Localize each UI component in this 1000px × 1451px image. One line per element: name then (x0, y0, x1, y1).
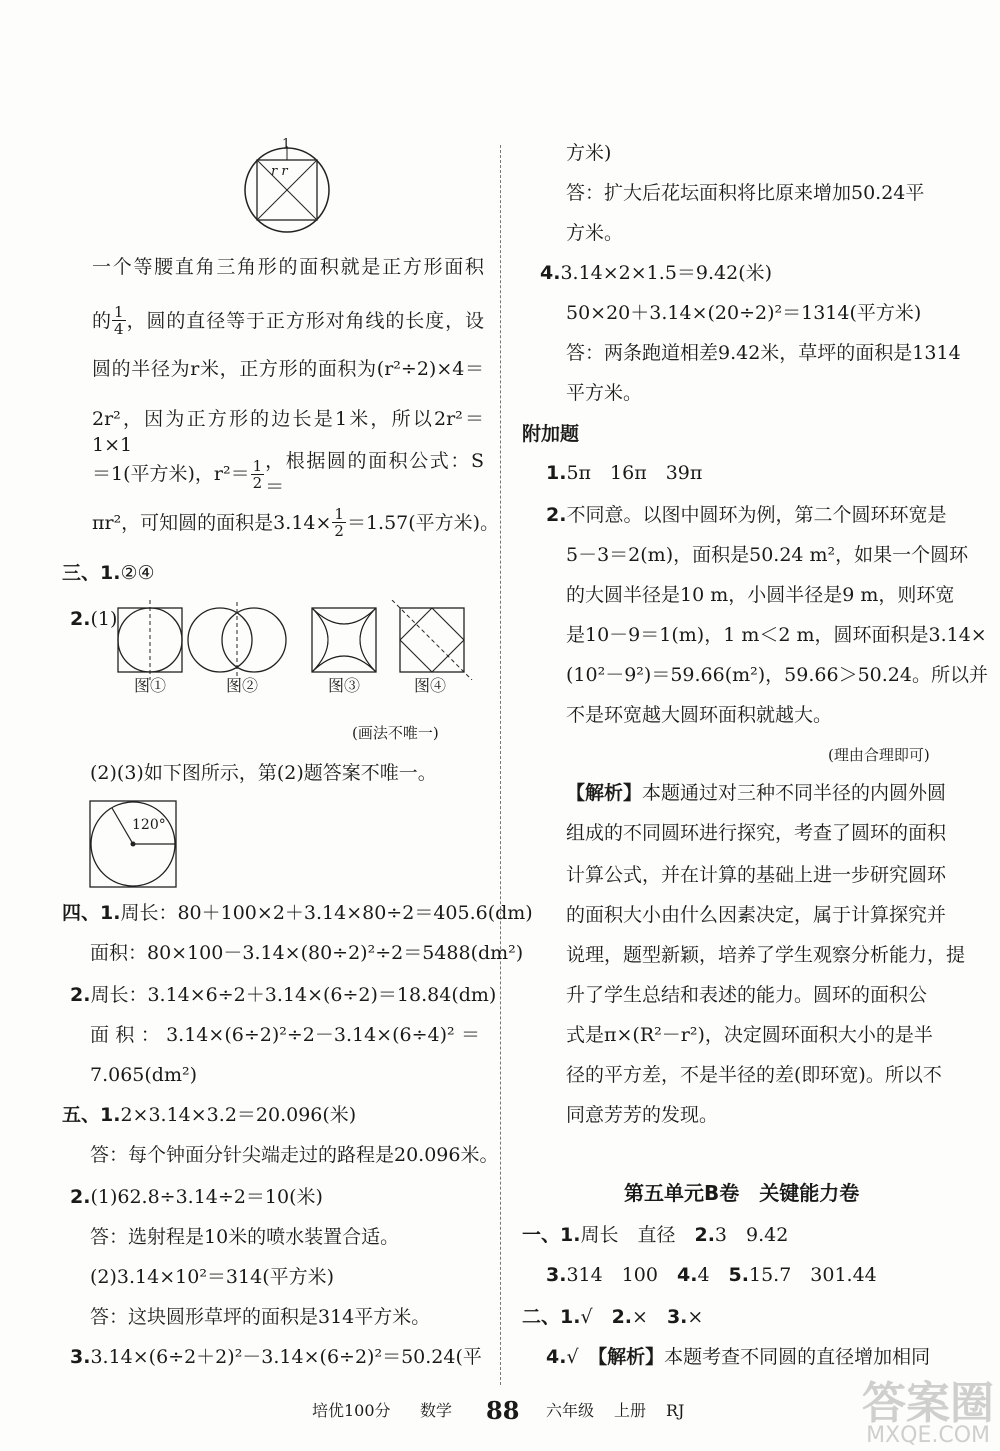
fig1-label: 1 (282, 137, 291, 152)
section-4-q1 (62, 900, 533, 926)
text-line-frac (92, 304, 484, 337)
page-number: 88 (486, 1396, 520, 1425)
answer-line: 答：每个钟面分针尖端走过的路程是20.096米。 (90, 1144, 499, 1166)
answer-line: 平方米。 (566, 382, 643, 404)
analysis-line: 同意芳芳的发现。 (566, 1104, 719, 1126)
answer: √ (580, 1306, 612, 1328)
section-3-q1 (62, 560, 155, 586)
section-5-q1 (62, 1102, 356, 1128)
figure-label: 图① (133, 676, 166, 695)
note: (理由合理即可) (828, 746, 930, 764)
answer-line: 答：两条跑道相差9.42米，草坪的面积是1314 (566, 342, 961, 364)
fig1-radius-label: r r (271, 164, 288, 179)
note: (画法不唯一) (352, 724, 439, 742)
analysis-text: 本题考查不同圆的直径增加相同 (664, 1346, 931, 1368)
section-title: 附加题 (522, 423, 580, 445)
question-number: 2. (546, 504, 567, 526)
answer: √ (566, 1346, 598, 1368)
question-number: 一、1. (522, 1224, 581, 1246)
answer: ②④ (120, 562, 155, 584)
part-1-answers (546, 1262, 877, 1288)
answer-line: 不是环宽越大圆环面积就越大。 (566, 704, 833, 726)
answer-figures (114, 600, 474, 680)
figure-label: 图③ (327, 676, 360, 695)
answer: × (687, 1306, 704, 1328)
fraction-1-2 (332, 506, 346, 539)
section-4-q2 (70, 982, 496, 1008)
question-number: 5. (728, 1264, 749, 1286)
question-number: 2. (70, 1186, 91, 1208)
footer-volume: 上册 (614, 1401, 647, 1420)
analysis-line (566, 780, 946, 806)
answer: 15.7 301.44 (748, 1264, 877, 1286)
text-pre: 的 (92, 309, 112, 332)
answer-line: 不同意。以图中圆环为例，第二个圆环环宽是 (566, 504, 947, 526)
question-number: 1. (546, 462, 567, 484)
question-number: 4. (546, 1346, 567, 1368)
answer: × (632, 1306, 667, 1328)
question-number: 3. (70, 1346, 91, 1368)
analysis-line: 计算公式，并在计算的基础上进一步研究圆环 (566, 864, 947, 886)
page-footer (0, 1396, 1000, 1426)
section-3-q2 (70, 606, 117, 632)
question-number: 2. (70, 984, 91, 1006)
part-2-q4 (546, 1344, 930, 1370)
section-5-q3 (70, 1344, 482, 1370)
text-line: ，根据圆的面积公式：S＝ (265, 450, 484, 498)
answer-line: 是10－9＝1(m)，1 m＜2 m，圆环面积是3.14× (566, 624, 987, 646)
fraction-1-4 (112, 304, 126, 337)
question-number: 2. (611, 1306, 633, 1328)
analysis-line: 说理，题型新颖，培养了学生观察分析能力，提 (566, 944, 966, 966)
answer-line: 3.14×(6÷2＋2)²－3.14×(6÷2)²＝50.24(平 (90, 1346, 482, 1368)
question-number: 2. (694, 1224, 715, 1246)
answer: 5π 16π 39π (566, 462, 703, 484)
frac-num: 1 (114, 303, 124, 321)
answer: 周长 直径 (580, 1224, 695, 1246)
footer-subject: 数学 (420, 1401, 453, 1420)
watermark-logo: 答案圈 (862, 1378, 994, 1429)
analysis-text: 本题通过对三种不同半径的内圆外圆 (642, 782, 947, 804)
answer-line: 周长：3.14×6÷2＋3.14×(6÷2)＝18.84(dm) (90, 984, 497, 1006)
answer: 3 9.42 (714, 1224, 789, 1246)
question-number: 4. (540, 262, 561, 284)
figure-label: 图② (225, 676, 258, 695)
text-line: πr²，可知圆的面积是3.14× (92, 511, 332, 534)
question-number: 五、1. (62, 1104, 121, 1126)
answer-line: 3.14×2×1.5＝9.42(米) (560, 262, 773, 284)
extra-question-1 (546, 460, 702, 486)
text-line: ＝1.57(平方米)。 (346, 511, 500, 534)
answer-line: 面积：80×100－3.14×(80÷2)²÷2＝5488(dm²) (90, 942, 524, 964)
angle-label: 120° (132, 817, 166, 833)
answer-line: 50×20＋3.14×(20÷2)²＝1314(平方米) (566, 302, 922, 324)
question-number: 二、1. (522, 1306, 581, 1328)
question-number: 4. (676, 1264, 698, 1286)
text-line: 圆的半径为r米，正方形的面积为(r²÷2)×4＝ (92, 358, 484, 380)
text-line: 方米) (566, 142, 612, 164)
answer: 4 (697, 1264, 729, 1286)
frac-num: 1 (334, 505, 344, 523)
answer-line: 答：选射程是10米的喷水装置合适。 (90, 1226, 400, 1248)
answer-line: (2)3.14×10²＝314(平方米) (90, 1266, 335, 1288)
circle-square-figure (241, 142, 333, 234)
text-line: 一个等腰直角三角形的面积就是正方形面积 (92, 256, 484, 278)
watermark-url: MXQE.COM (866, 1423, 990, 1448)
section-5-q2 (70, 1184, 323, 1210)
analysis-line: 式是π×(R²－r²)，决定圆环面积大小的是半 (566, 1024, 933, 1046)
analysis-line: 的面积大小由什么因素决定，属于计算探究并 (566, 904, 947, 926)
footer-book: 培优100分 (312, 1401, 391, 1420)
analysis-line: 升了学生总结和表述的能力。圆环的面积公 (566, 984, 928, 1006)
analysis-line: 组成的不同圆环进行探究，考查了圆环的面积 (566, 822, 947, 844)
answer-line: 周长：80＋100×2＋3.14×80÷2＝405.6(dm) (120, 902, 533, 924)
answer-line: 2×3.14×3.2＝20.096(米) (120, 1104, 357, 1126)
answer-line: 7.065(dm²) (90, 1064, 198, 1086)
answer-line: 答：这块圆形草坪的面积是314平方米。 (90, 1306, 431, 1328)
text-line: 答：扩大后花坛面积将比原来增加50.24平 (566, 182, 925, 204)
text-line: ＝1(平方米)，r²＝ (92, 463, 250, 485)
analysis-line: 径的平方差，不是半径的差(即环宽)。所以不 (566, 1064, 942, 1086)
analysis-tag: 【解析】 (566, 782, 643, 804)
footer-edition: RJ (666, 1401, 685, 1420)
question-number: 3. (546, 1264, 567, 1286)
part-1-answers (522, 1222, 788, 1248)
question-number: 2. (70, 608, 91, 630)
text-line: 方米。 (566, 222, 624, 244)
footer-grade: 六年级 (546, 1401, 595, 1420)
text-line-frac (92, 506, 499, 539)
answer-line: 的大圆半径是10 m，小圆半径是9 m，则环宽 (566, 584, 955, 606)
unit-title: 第五单元B卷 关键能力卷 (624, 1181, 860, 1205)
extra-question-2 (546, 502, 946, 528)
answer-line: (1)62.8÷3.14÷2＝10(米) (90, 1186, 323, 1208)
fraction-1-2 (251, 458, 265, 491)
question-number: 四、1. (62, 902, 121, 924)
text-line-frac (92, 448, 484, 500)
answer-line: 面积：3.14×(6÷2)²÷2－3.14×(6÷4)²＝ (90, 1024, 480, 1046)
text-line: 2r²，因为正方形的边长是1米，所以2r²＝1×1 (92, 408, 484, 456)
answer: 314 100 (566, 1264, 677, 1286)
answer-line: (10²－9²)＝59.66(m²)，59.66＞50.24。所以并 (566, 664, 988, 686)
frac-den: 4 (114, 320, 124, 338)
text-line: ，圆的直径等于正方形对角线的长度，设 (126, 309, 484, 332)
frac-den: 2 (252, 473, 263, 492)
frac-den: 2 (334, 522, 344, 540)
analysis-tag: 【解析】 (597, 1346, 665, 1368)
sub-number: (1) (90, 608, 118, 630)
part-2-answers (522, 1304, 703, 1330)
figure-label: 图④ (413, 676, 446, 695)
answer-line: 5－3＝2(m)，面积是50.24 m²，如果一个圆环 (566, 544, 969, 566)
column-divider (500, 145, 501, 1385)
question-number: 三、1. (62, 562, 121, 584)
question-number: 3. (666, 1306, 688, 1328)
question-4 (540, 260, 772, 286)
frac-num: 1 (252, 456, 263, 475)
text-line: (2)(3)如下图所示，第(2)题答案不唯一。 (90, 762, 437, 784)
